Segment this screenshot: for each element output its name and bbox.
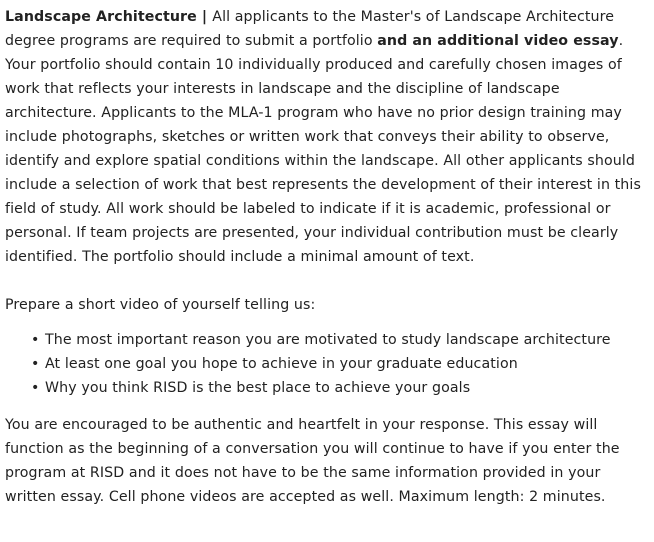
video-prompt: Prepare a short video of yourself telling us: [5,297,316,313]
section-heading: Landscape Architecture [5,9,197,25]
intro-text-start: All applicants to the Master's of Landscape Architecture degree programs are required to submit a portfolio [5,9,615,49]
intro-paragraph [5,5,651,269]
bullet-icon: • [31,356,40,372]
closing-paragraph: You are encouraged to be authentic and heartfelt in your response. This essay will function as the beginning of a conversation you will continue to have if you enter the program at RISD and it does not have to be the same information provided in your written essay. Cell phone videos are accepted as well. Maximum length: 2 minutes. [5,417,620,505]
document-body [5,5,651,509]
list-item-text: The most important reason you are motivated to study landscape architecture [45,332,611,348]
bullet-icon: • [31,380,40,396]
bullet-icon: • [31,332,40,348]
list-item-text: Why you think RISD is the best place to achieve your goals [45,380,471,396]
intro-text-end: . Your portfolio should contain 10 individually produced and carefully chosen images of work that reflects your interests in landscape and the discipline of landscape architecture. Applicants to the MLA-1 program who have no prior design training may include photographs, sketches or written work that conveys their ability to observe, identify and explore spatial conditions within the landscape. All other applicants should include a selection of work that best represents the development of their interest in this field of study. All work should be labeled to indicate if it is academic, professional or personal. If team projects are presented, your individual contribution must be clearly identified. The portfolio should include a minimal amount of text. [5,33,641,265]
list-item [31,328,651,352]
video-topics-list [5,328,651,400]
list-item-text: At least one goal you hope to achieve in your graduate education [45,356,518,372]
heading-separator: | [196,9,213,25]
intro-bold-phrase: and an additional video essay [377,33,619,49]
list-item [31,376,651,400]
list-item [31,352,651,376]
